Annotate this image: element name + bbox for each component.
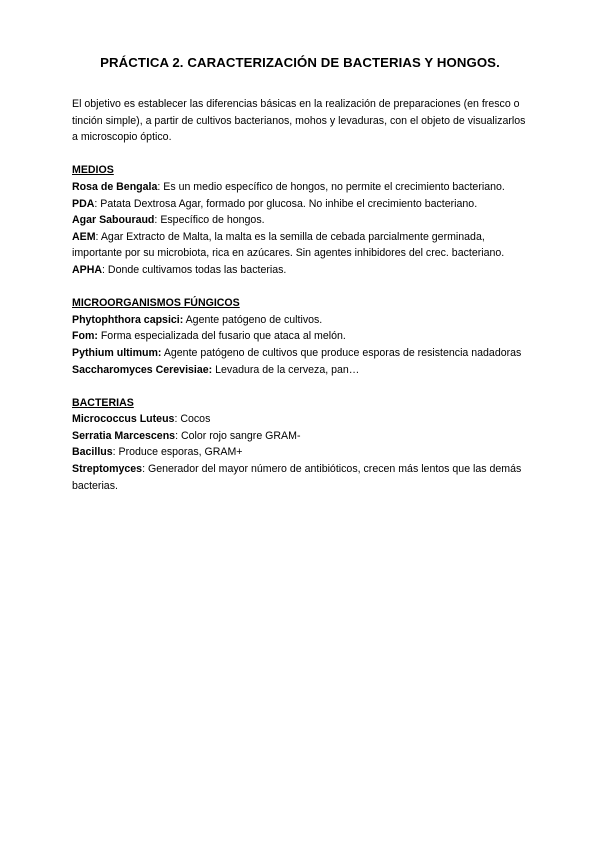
list-item xyxy=(72,312,532,329)
document-body xyxy=(72,96,532,494)
section-bacterias xyxy=(72,395,532,495)
item-term: PDA xyxy=(72,197,95,210)
item-description: Patata Dextrosa Agar, formado por glucosa. No inhibe el crecimiento bacteriano. xyxy=(97,197,478,210)
item-term: Rosa de Bengala xyxy=(72,180,158,193)
item-description: Color rojo sangre GRAM- xyxy=(178,429,301,442)
intro-text: El objetivo es establecer las diferencias básicas en la realización de preparaciones (en fresco o tinción simple), a partir de cultivos bacterianos, mohos y levaduras, con el objeto de visualizarlos a microscopio óptico. xyxy=(72,98,526,144)
item-separator: : xyxy=(102,263,105,276)
list-item xyxy=(72,345,532,362)
item-description: Donde cultivamos todas las bacterias. xyxy=(104,263,287,276)
item-separator: : xyxy=(112,446,116,459)
list-item xyxy=(72,229,532,262)
list-item xyxy=(72,262,532,279)
list-item xyxy=(72,461,532,494)
item-term: Fom: xyxy=(72,330,98,343)
section-heading-medios: MEDIOS xyxy=(72,164,114,177)
item-description: Cocos xyxy=(177,413,211,426)
item-separator: : xyxy=(94,197,98,210)
item-description: Generador del mayor número de antibióticos, crecen más lentos que las demás bacterias. xyxy=(72,463,522,492)
item-description: Agente patógeno de cultivos que produce esporas de resistencia nadadoras xyxy=(161,346,522,359)
item-description: Agar Extracto de Malta, la malta es la semilla de cebada parcialmente germinada, importante por su microbiota, rica en azúcares. Sin agentes inhibidores del crec. bacteriano. xyxy=(72,230,505,260)
item-separator: : xyxy=(174,413,178,426)
item-separator: : xyxy=(175,429,179,442)
item-term: APHA xyxy=(72,263,103,276)
intro-paragraph xyxy=(72,96,532,146)
item-term: Bacillus xyxy=(72,446,113,459)
list-item xyxy=(72,212,532,229)
item-description: Levadura de la cerveza, pan… xyxy=(212,363,360,376)
list-item xyxy=(72,179,532,196)
section-heading-fungicos: MICROORGANISMOS FÚNGICOS xyxy=(72,297,240,310)
item-term: Phytophthora capsici: xyxy=(72,313,184,326)
section-microorganismos-fungicos xyxy=(72,295,532,378)
item-term: AEM xyxy=(72,230,96,243)
item-separator: : xyxy=(142,463,146,476)
item-description: Específico de hongos. xyxy=(157,214,265,227)
list-item xyxy=(72,411,532,428)
item-separator: : xyxy=(157,180,161,193)
list-item xyxy=(72,328,532,345)
item-term: Pythium ultimum: xyxy=(72,346,162,359)
page-title: PRÁCTICA 2. CARACTERIZACIÓN DE BACTERIAS Y HONGOS. xyxy=(100,55,500,70)
item-separator: : xyxy=(95,230,99,243)
section-medios xyxy=(72,162,532,278)
list-item xyxy=(72,196,532,213)
item-separator: : xyxy=(154,214,158,227)
item-term: Micrococcus Luteus xyxy=(72,413,175,426)
item-description: Forma especializada del fusario que ataca al melón. xyxy=(97,330,346,343)
list-item xyxy=(72,362,532,379)
item-description: Agente patógeno de cultivos. xyxy=(183,313,323,326)
item-term: Agar Sabouraud xyxy=(72,214,155,227)
item-term: Serratia Marcescens xyxy=(72,429,176,442)
list-item xyxy=(72,428,532,445)
item-term: Saccharomyces Cerevisiae: xyxy=(72,363,213,376)
list-item xyxy=(72,444,532,461)
item-description: Es un medio específico de hongos, no permite el crecimiento bacteriano. xyxy=(160,180,505,193)
item-term: Streptomyces xyxy=(72,463,143,476)
item-description: Produce esporas, GRAM+ xyxy=(115,446,243,459)
section-heading-bacterias: BACTERIAS xyxy=(72,396,134,409)
